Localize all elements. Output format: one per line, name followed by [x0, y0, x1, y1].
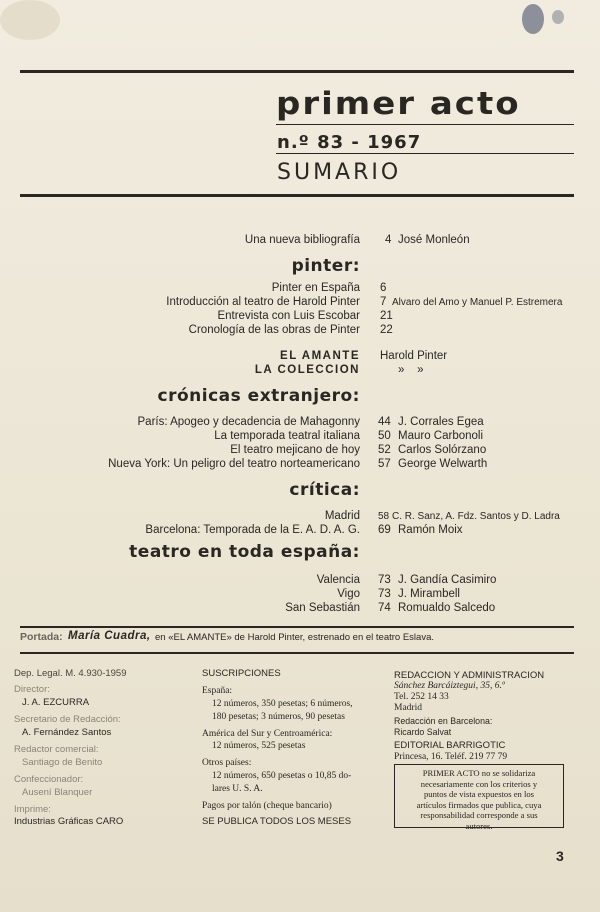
toc-item-author: J. Gandía Casimiro [398, 574, 497, 586]
disclaimer-line: necesariamente con los criterios y [420, 778, 538, 789]
toc-item-label: La temporada teatral italiana [214, 430, 360, 442]
toc-item-page: 6 [380, 282, 387, 294]
toc-item-label: Vigo [337, 588, 360, 600]
credit-label: Director: [14, 684, 50, 695]
toc-item-author: J. Corrales Egea [398, 416, 484, 428]
sub-text: 12 números, 650 pesetas o 10,85 do- [212, 771, 352, 781]
toc-item-label: Nueva York: Un peligro del teatro norteamericano [108, 458, 360, 470]
editorial-name: EDITORIAL BARRIGOTIC [394, 740, 506, 751]
credit-value: A. Fernández Santos [22, 727, 112, 738]
ink-stain [522, 4, 544, 34]
section-heading-pinter: pinter: [291, 256, 360, 276]
sub-text: lares U. S. A. [212, 784, 263, 794]
section-heading-teatro: teatro en toda españa: [129, 542, 360, 562]
credit-value: Ausení Blanquer [22, 787, 93, 798]
toc-item-label: Pinter en España [271, 282, 360, 294]
toc-item-label: Madrid [324, 510, 360, 522]
toc-item-author: Ramón Moix [398, 524, 463, 536]
redaccion-city: Madrid [394, 703, 422, 713]
sub-text: 12 números, 350 pesetas; 6 números, [212, 699, 353, 709]
toc-item-author: George Welwarth [398, 458, 488, 470]
credit-label: Imprime: [14, 804, 51, 815]
toc-item-page: 21 [380, 310, 393, 322]
toc-item-page: 73 [378, 588, 391, 600]
disclaimer-line: puntos de vista expuestos en los [423, 789, 535, 799]
play-title: LA COLECCION [254, 364, 360, 376]
editorial-address: Princesa, 16. Teléf. 219 77 79 [394, 752, 508, 762]
toc-item-label: Cronología de las obras de Pinter [188, 324, 360, 336]
toc-item-label: Introducción al teatro de Harold Pinter [166, 296, 360, 308]
redaccion-heading: REDACCION Y ADMINISTRACION [394, 670, 545, 681]
disclaimer-box [394, 764, 564, 831]
paper-stain [0, 0, 60, 40]
play-author: Harold Pinter [380, 350, 448, 362]
toc-item-page: 57 [378, 458, 391, 470]
section-heading-critica: crítica: [289, 480, 360, 500]
credit-value: J. A. EZCURRA [22, 697, 90, 708]
disclaimer-line: responsabilidad corresponde a sus [420, 810, 538, 820]
toc-item-label: El teatro mejicano de hoy [230, 444, 360, 456]
toc-item-page: 22 [380, 324, 393, 336]
toc-item-page: 73 [378, 574, 391, 586]
toc-rule [20, 194, 574, 197]
toc-item-author: Romualdo Salcedo [398, 602, 496, 614]
toc-item-page: 7 [380, 296, 387, 308]
top-rule [20, 70, 574, 73]
ink-stain [552, 10, 564, 24]
publica-text: SE PUBLICA TODOS LOS MESES [202, 816, 352, 827]
toc-item-label: San Sebastián [285, 602, 360, 614]
redaccion-address: Sánchez Barcáiztegui, 35, 6.º [394, 681, 505, 691]
toc-item-author: José Monleón [398, 234, 470, 246]
toc-item-page: 52 [378, 444, 391, 456]
play-author: » » [398, 364, 424, 376]
sub-label: Otros países: [202, 758, 252, 768]
barcelona-value: Ricardo Salvat [394, 727, 452, 737]
credit-label: Confeccionador: [14, 774, 84, 785]
sub-label: España: [202, 686, 233, 696]
toc-item-label: Una nueva bibliografía [244, 234, 360, 246]
toc-item-page: 74 [378, 602, 391, 614]
credit-label: Secretario de Redacción: [14, 714, 121, 725]
redaccion-tel: Tel. 252 14 33 [394, 692, 449, 702]
sub-text: 180 pesetas; 3 números, 90 pesetas [212, 712, 345, 722]
magazine-title: primer acto [276, 85, 521, 123]
toc-item-page: 44 [378, 416, 391, 428]
toc-item-author: Carlos Solórzano [398, 444, 487, 456]
portada-rule-bottom [20, 652, 574, 654]
credit-value: Industrias Gráficas CARO [14, 816, 124, 827]
toc-item-label: Entrevista con Luis Escobar [217, 310, 360, 322]
toc-item-author: Alvaro del Amo y Manuel P. Estremera [392, 297, 563, 308]
section-heading-cronicas: crónicas extranjero: [157, 386, 360, 406]
sub-text: Pagos por talón (cheque bancario) [202, 801, 332, 811]
sub-text: 12 números, 525 pesetas [212, 741, 306, 751]
sumario-heading: SUMARIO [277, 160, 402, 185]
disclaimer-line: PRIMER ACTO no se solidariza [422, 768, 536, 778]
disclaimer-line: autores. [465, 820, 493, 831]
toc-item-author: C. R. Sanz, A. Fdz. Santos y D. Ladra [392, 511, 560, 522]
toc-item-page: 69 [378, 524, 391, 536]
portada-label: Portada: [20, 631, 63, 643]
page-number: 3 [556, 848, 564, 864]
header-thin-rule [276, 153, 574, 154]
portada-text: en «EL AMANTE» de Harold Pinter, estrenado en el teatro Eslava. [155, 632, 435, 643]
toc-item-author: J. Mirambell [398, 588, 460, 600]
toc-item-label: Valencia [316, 574, 360, 586]
barcelona-label: Redacción en Barcelona: [394, 716, 493, 726]
sub-label: América del Sur y Centroamérica: [202, 729, 333, 739]
credit-label: Redactor comercial: [14, 744, 99, 755]
dep-legal: Dep. Legal. M. 4.930-1959 [14, 668, 127, 679]
toc-item-label: Barcelona: Temporada de la E. A. D. A. G. [145, 524, 360, 536]
header-thin-rule [276, 124, 574, 125]
portada-name: María Cuadra, [68, 630, 151, 642]
play-title: EL AMANTE [280, 350, 360, 362]
toc-item-page: 58 [378, 511, 390, 522]
toc-item-page: 4 [385, 234, 392, 246]
portada-rule-top [20, 626, 574, 628]
credit-value: Santiago de Benito [22, 757, 103, 768]
toc-item-page: 50 [378, 430, 391, 442]
disclaimer-line: artículos firmados que publica, cuya [416, 799, 542, 810]
toc-item-author: Mauro Carbonoli [398, 430, 484, 442]
suscripciones-heading: SUSCRIPCIONES [202, 668, 281, 679]
toc-item-label: París: Apogeo y decadencia de Mahagonny [137, 416, 360, 428]
issue-number: n.º 83 - 1967 [277, 132, 422, 153]
